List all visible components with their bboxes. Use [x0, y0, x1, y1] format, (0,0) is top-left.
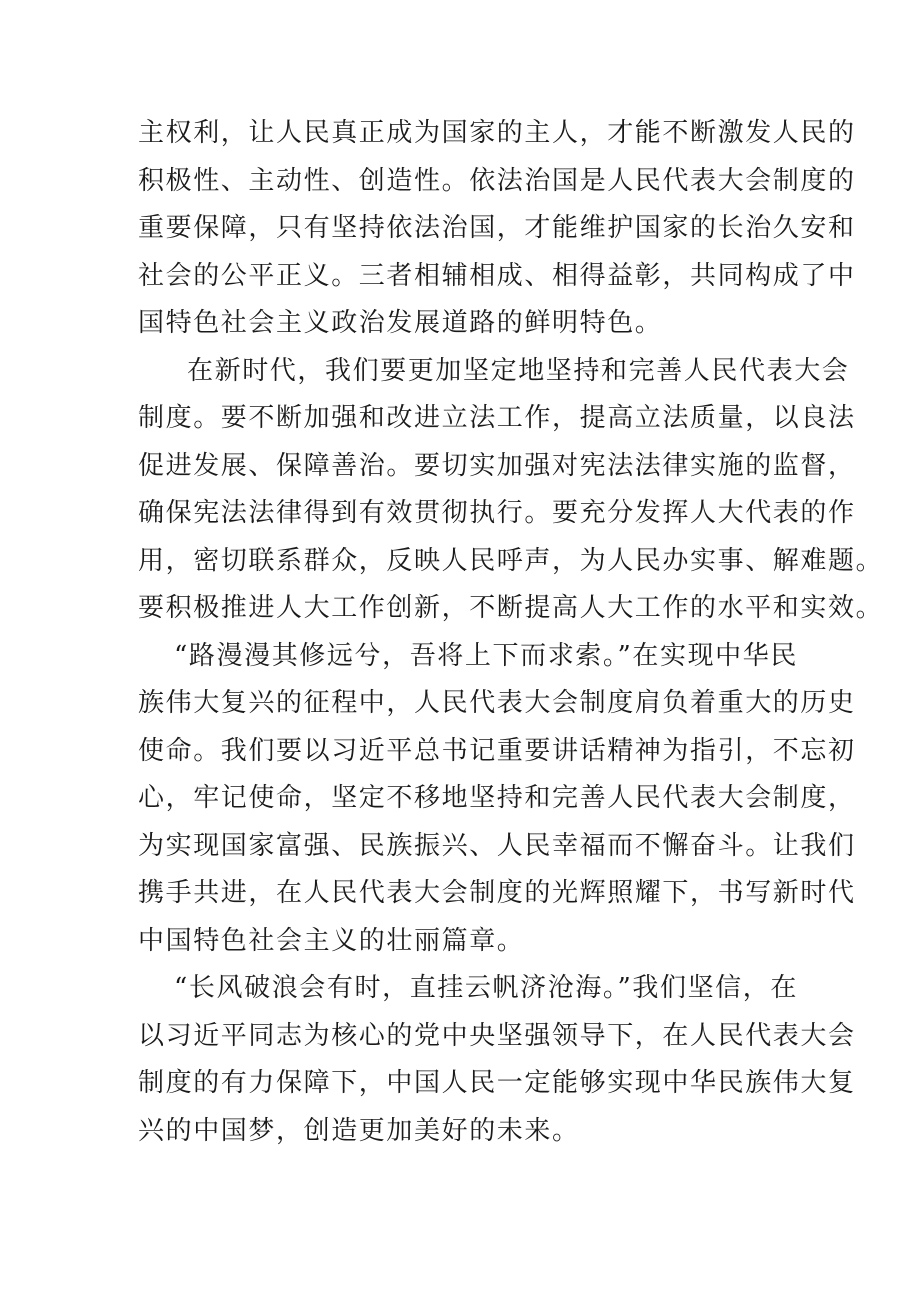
- text-line: 心，牢记使命，坚定不移地坚持和完善人民代表大会制度，: [138, 783, 856, 813]
- text-line: 确保宪法法律得到有效贯彻执行。要充分发挥人大代表的作: [138, 498, 856, 528]
- text-line: 以习近平同志为核心的党中央坚强领导下，在人民代表大会: [138, 1020, 856, 1051]
- text-line: “路漫漫其修远兮，吾将上下而求索。”在实现中华民: [174, 640, 798, 671]
- text-line: 携手共进，在人民代表大会制度的光辉照耀下，书写新时代: [138, 878, 856, 908]
- text-line: 用，密切联系群众，反映人民呼声，为人民办实事、解难题。: [138, 545, 884, 576]
- text-line: “长风破浪会有时，直挂云帆济沧海。”我们坚信，在: [174, 973, 798, 1003]
- text-line: 要积极推进人大工作创新，不断提高人大工作的水平和实效。: [138, 593, 884, 623]
- paragraph-3: [138, 633, 856, 966]
- paragraph-1: [138, 110, 856, 348]
- text-line: 制度。要不断加强和改进立法工作，提高立法质量，以良法: [138, 403, 856, 433]
- text-line: 使命。我们要以习近平总书记重要讲话精神为指引，不忘初: [138, 735, 856, 766]
- text-line: 制度的有力保障下，中国人民一定能够实现中华民族伟大复: [138, 1068, 856, 1098]
- text-line: 为实现国家富强、民族振兴、人民幸福而不懈奋斗。让我们: [138, 830, 856, 861]
- text-line: 国特色社会主义政治发展道路的鲜明特色。: [138, 308, 663, 338]
- text-line: 重要保障，只有坚持依法治国，才能维护国家的长治久安和: [138, 213, 856, 243]
- text-line: 促进发展、保障善治。要切实加强对宪法法律实施的监督，: [138, 450, 856, 481]
- text-line: 积极性、主动性、创造性。依法治国是人民代表大会制度的: [138, 165, 856, 196]
- text-line: 族伟大复兴的征程中，人民代表大会制度肩负着重大的历史: [138, 688, 856, 718]
- text-line: 兴的中国梦，创造更加美好的未来。: [138, 1115, 580, 1146]
- paragraph-4: [138, 965, 856, 1155]
- paragraph-2: [138, 348, 884, 633]
- text-line: 中国特色社会主义的壮丽篇章。: [138, 925, 525, 956]
- document-body: [138, 110, 884, 1155]
- text-line: 在新时代，我们要更加坚定地坚持和完善人民代表大会: [187, 355, 850, 386]
- text-line: 主权利，让人民真正成为国家的主人，才能不断激发人民的: [138, 118, 856, 148]
- text-line: 社会的公平正义。三者相辅相成、相得益彰，共同构成了中: [138, 260, 856, 291]
